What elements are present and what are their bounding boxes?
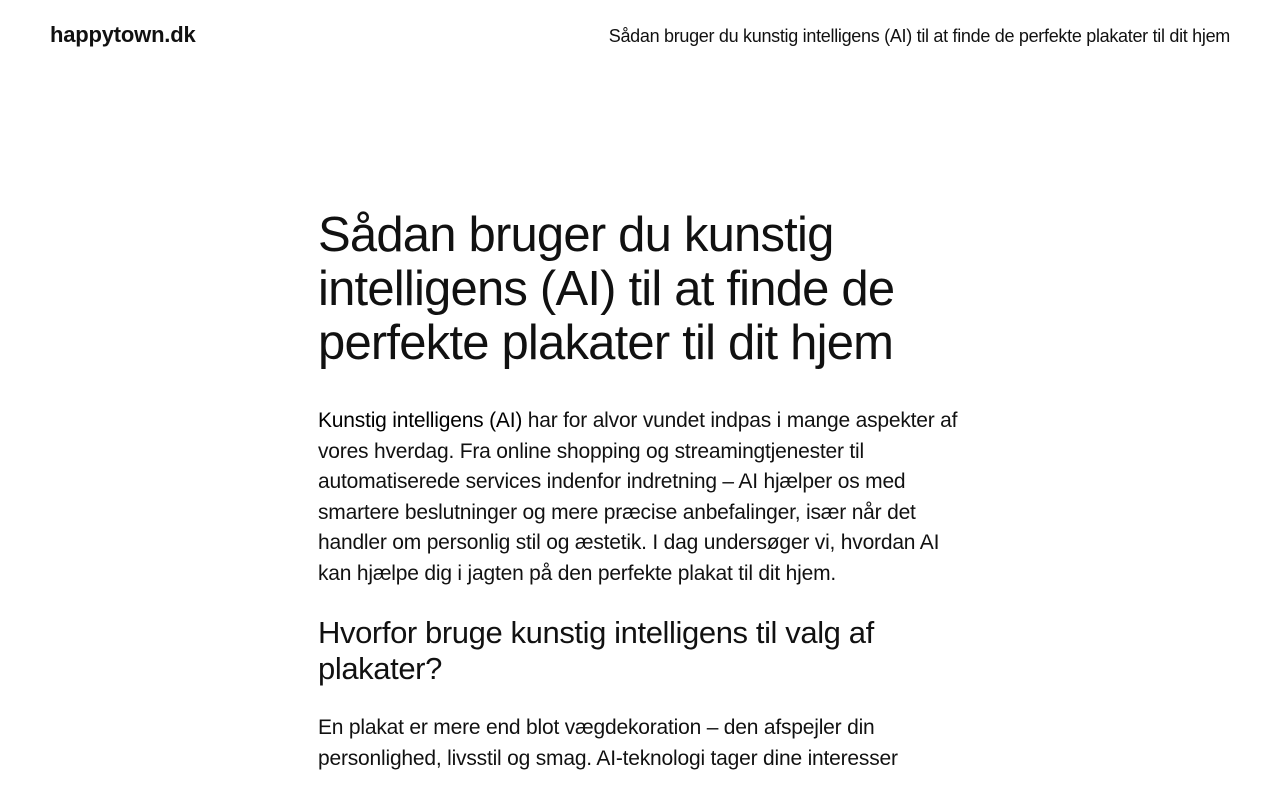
- site-logo-link[interactable]: happytown.dk: [50, 22, 196, 47]
- intro-emphasis: Kunstig intelligens (AI): [318, 409, 523, 432]
- intro-paragraph: [318, 406, 962, 589]
- page-title: Sådan bruger du kunstig intelligens (AI) til at finde de perfekte plakater til dit hjem: [318, 208, 895, 370]
- site-header: [0, 0, 1280, 72]
- section-paragraph: En plakat er mere end blot vægdekoration – den afspejler din personlighed, livsstil og smag. AI-teknologi tager dine interesser: [318, 716, 898, 770]
- article: [318, 208, 962, 774]
- header-nav-link[interactable]: Sådan bruger du kunstig intelligens (AI) til at finde de perfekte plakater til dit hjem: [608, 26, 1230, 46]
- intro-text: har for alvor vundet indpas i mange aspekter af vores hverdag. Fra online shopping og streamingtjenester til automatiserede services indenfor indretning – AI hjælper os med smartere beslutninger og mere præcise anbefalinger, især når det handler om personlig stil og æstetik. I dag undersøger vi, hvordan AI kan hjælpe dig i jagten på den perfekte plakat til dit hjem.: [318, 409, 958, 585]
- section-heading: Hvorfor bruge kunstig intelligens til valg af plakater?: [318, 615, 874, 686]
